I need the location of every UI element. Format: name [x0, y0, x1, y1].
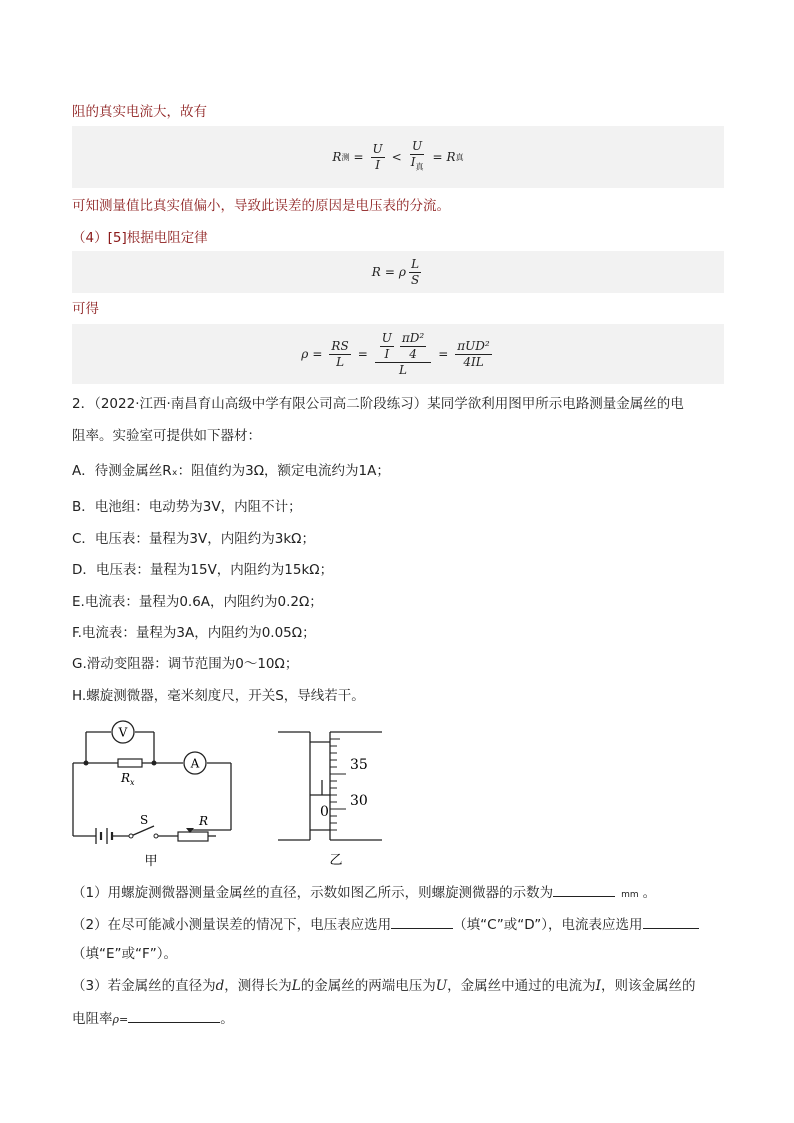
formula-operator: = — [432, 150, 443, 164]
formula-fraction — [409, 139, 426, 174]
formula-operator: = — [312, 347, 323, 361]
option-d: D．电压表：量程为15V，内阻约为15kΩ； — [72, 562, 334, 578]
subquestion-3-end: 。 — [220, 1011, 234, 1027]
voltmeter-label: V — [118, 725, 128, 740]
formula-current-relation — [72, 126, 724, 188]
fraction-numerator: RS — [331, 338, 349, 353]
answer-blank-4[interactable] — [128, 1008, 220, 1023]
fraction-numerator: πD² — [401, 330, 425, 345]
solution-intro: 阻的真实电流大，故有 — [72, 104, 207, 120]
subquestion-2 — [72, 914, 699, 935]
subquestion-3-text-g: 电阻率 — [72, 1011, 113, 1027]
solution-kede: 可得 — [72, 301, 99, 317]
scale-label-35: 35 — [350, 757, 368, 773]
solution-conclusion: 可知测量值比真实值偏小，导致此误差的原因是电压表的分流。 — [72, 198, 450, 214]
subquestion-2-text: （2）在尽可能减小测量误差的情况下，电压表应选用 — [72, 917, 392, 933]
formula-symbol: I — [410, 155, 416, 170]
scale-label-0: 0 — [320, 804, 329, 820]
formula-fraction — [371, 142, 385, 173]
rheostat-symbol — [178, 814, 208, 841]
answer-blank-2[interactable] — [391, 914, 453, 929]
formula-symbol: R — [446, 150, 456, 164]
var-u: U — [435, 978, 448, 994]
rho-symbol: ρ= — [112, 1013, 129, 1026]
battery-symbol — [96, 828, 112, 844]
formula-operator: = — [353, 150, 364, 164]
fraction-denominator: I — [384, 346, 390, 361]
fraction-numerator: πUD² — [457, 338, 490, 353]
formula-symbol: R — [371, 265, 381, 279]
fraction-denominator: L — [336, 354, 345, 369]
formula-fraction — [400, 331, 426, 362]
formula-operator: = — [438, 347, 449, 361]
fraction-numerator: U — [381, 330, 392, 345]
subquestion-2-cont: （填“E”或“F”）。 — [72, 946, 178, 962]
subquestion-2-text-b: （填“C”或“D”），电流表应选用 — [453, 917, 643, 933]
solution-part4: （4）[5]根据电阻定律 — [72, 230, 208, 246]
formula-fraction — [329, 339, 350, 370]
formula-compound-fraction — [375, 331, 431, 378]
junction-dot — [152, 761, 157, 766]
subquestion-3-text-f: ，则该金属丝的 — [600, 978, 696, 994]
junction-dot — [84, 761, 89, 766]
option-f: F.电流表：量程为3A，内阻约为0.05Ω； — [72, 625, 316, 641]
var-i: I — [595, 978, 601, 994]
question-stem-line2: 阻率。实验室可提供如下器材： — [72, 428, 261, 444]
resistor-subscript: x — [130, 778, 135, 787]
subquestion-3 — [72, 976, 695, 996]
answer-blank-1[interactable] — [553, 882, 615, 897]
subquestion-1-end: 。 — [642, 885, 657, 901]
thimble-scale — [330, 739, 346, 830]
ammeter-label: A — [190, 756, 200, 771]
formula-resistivity — [72, 324, 724, 384]
subquestion-3-text-c: 的金属丝的两端电压为 — [300, 978, 436, 994]
fraction-numerator — [375, 331, 431, 363]
question-stem-line1: 2．（2022·江西·南昌育山高级中学有限公司高二阶段练习）某同学欲利用图甲所示电路测量金属丝的电 — [72, 396, 684, 412]
fraction-denominator: S — [410, 272, 420, 287]
formula-subscript: 真 — [415, 162, 424, 172]
resistor-label: R — [121, 771, 131, 785]
formula-subscript: 测 — [341, 152, 350, 162]
subquestion-3-cont — [72, 1008, 234, 1030]
fraction-numerator: L — [411, 256, 420, 271]
subquestion-1 — [72, 882, 656, 905]
svg-text:Rx — [120, 771, 135, 787]
fraction-numerator: U — [372, 141, 383, 156]
formula-operator: = — [384, 265, 395, 279]
formula-fraction — [380, 331, 394, 362]
micrometer-caption: 乙 — [329, 853, 343, 868]
option-e: E.电流表：量程为0.6A，内阻约为0.2Ω； — [72, 594, 323, 610]
option-a: A．待测金属丝Rₓ：阻值约为3Ω，额定电流约为1A； — [72, 463, 390, 479]
subquestion-3-text: （3）若金属丝的直径为 — [72, 978, 216, 994]
var-l: L — [291, 978, 301, 994]
fraction-denominator: 4IL — [463, 354, 484, 369]
option-h: H.螺旋测微器，毫米刻度尺，开关S，导线若干。 — [72, 688, 365, 704]
answer-blank-3[interactable] — [643, 914, 699, 929]
formula-fraction — [455, 339, 491, 370]
circuit-diagram — [66, 712, 246, 870]
subquestion-3-text-e: ，金属丝中通过的电流为 — [447, 978, 596, 994]
subquestion-3-text-b: ，测得长为 — [224, 978, 292, 994]
fraction-denominator: 4 — [409, 346, 417, 361]
formula-fraction — [409, 257, 421, 288]
formula-symbol: R — [332, 150, 342, 164]
formula-resistance-law — [72, 251, 724, 293]
option-b: B．电池组：电动势为3V，内阻不计； — [72, 499, 302, 515]
scale-label-30: 30 — [350, 793, 368, 809]
var-d: d — [215, 978, 225, 994]
fraction-numerator: U — [412, 139, 423, 154]
formula-symbol: ρ — [301, 347, 309, 361]
resistor-rx — [118, 759, 142, 787]
formula-operator: = — [357, 347, 368, 361]
subquestion-1-text: （1）用螺旋测微器测量金属丝的直径，示数如图乙所示，则螺旋测微器的示数为 — [72, 885, 554, 901]
option-g: G.滑动变阻器：调节范围为0～10Ω； — [72, 656, 299, 672]
ammeter-symbol — [184, 752, 206, 774]
voltmeter-symbol — [112, 721, 134, 743]
option-c: C．电压表：量程为3V，内阻约为3kΩ； — [72, 531, 315, 547]
fraction-denominator: I — [375, 157, 380, 172]
formula-operator: < — [391, 150, 402, 164]
formula-subscript: 真 — [455, 152, 464, 162]
formula-symbol: ρ — [398, 265, 406, 279]
fraction-denominator: L — [398, 362, 407, 377]
switch-label: S — [140, 813, 149, 827]
micrometer-diagram — [270, 722, 390, 870]
fraction-denominator — [409, 155, 426, 174]
rheostat-label: R — [199, 814, 209, 828]
unit-label: mm — [621, 890, 639, 900]
circuit-caption: 甲 — [144, 854, 158, 869]
